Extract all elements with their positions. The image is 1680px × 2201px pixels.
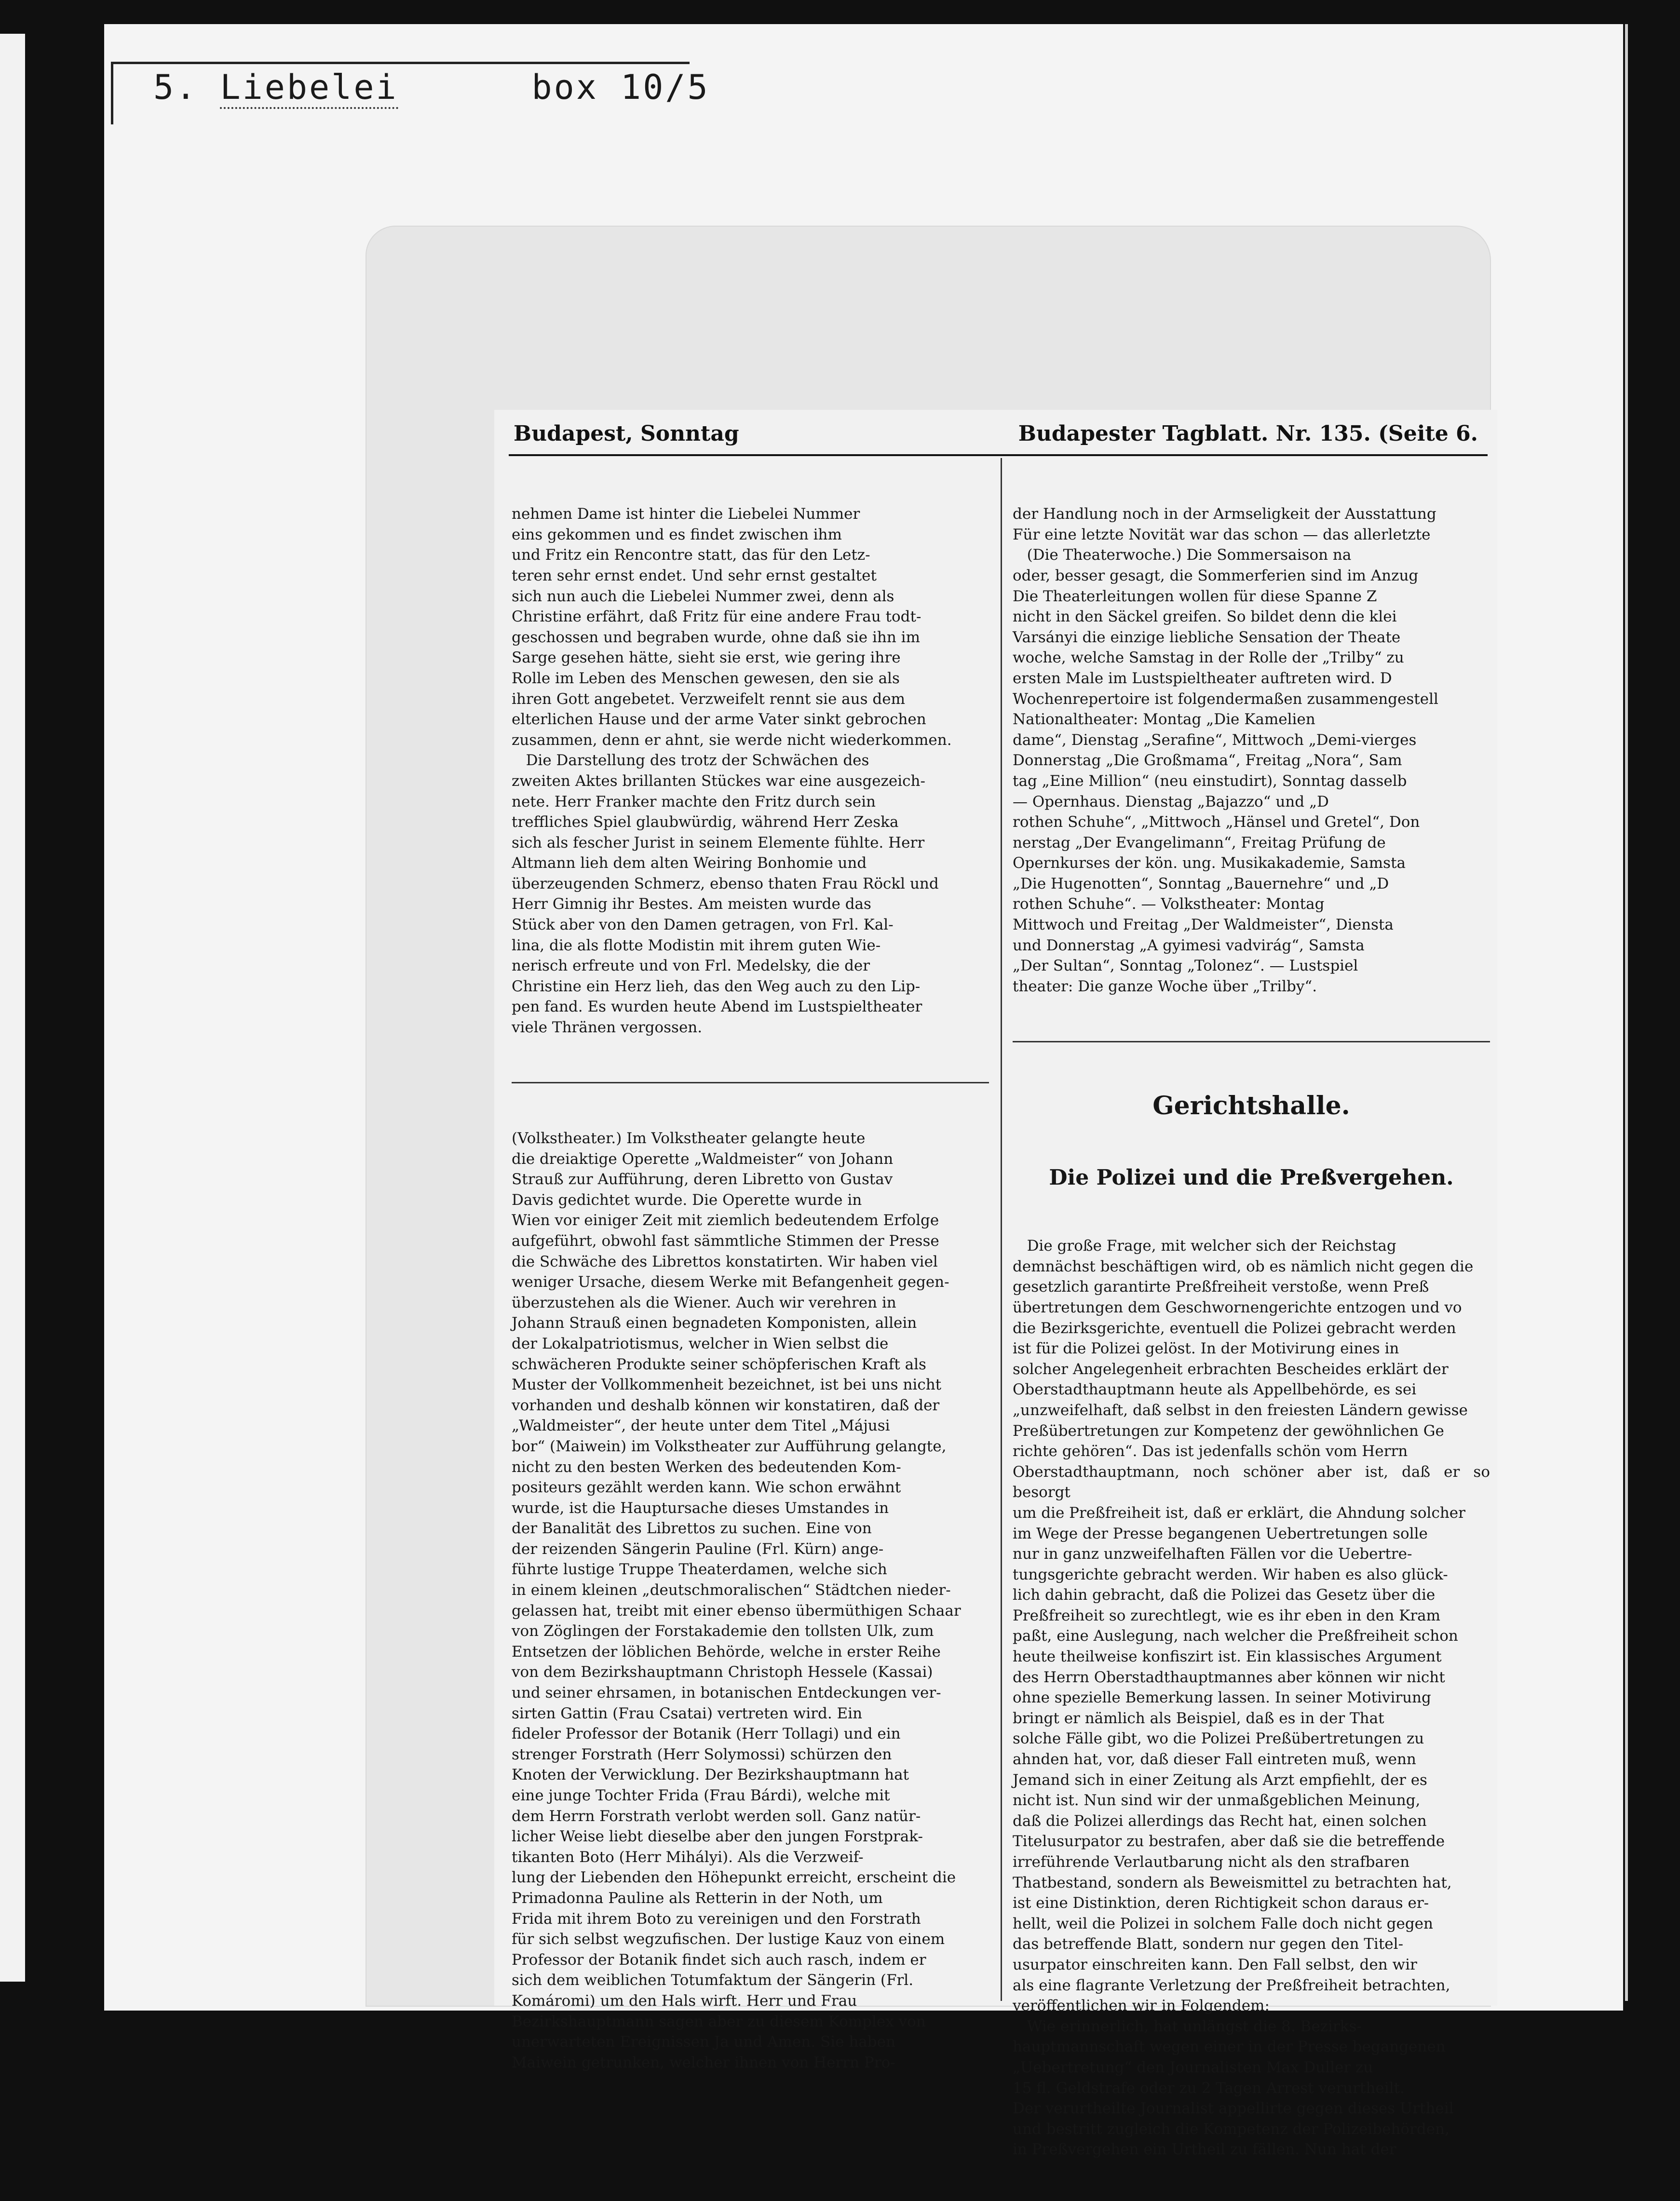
text-line: ahnden hat, vor, daß dieser Fall eintreten muß, wenn <box>1013 1751 1416 1769</box>
text-line: sich als fescher Jurist in seinem Elemente fühlte. Herr <box>512 834 925 851</box>
masthead-right: Budapester Tagblatt. Nr. 135. (Seite 6. <box>1018 421 1478 446</box>
text-line: veröffentlichen wir in Folgendem: <box>1013 1997 1270 2015</box>
text-line: Wie erinnerlich, hat unlängst die 8. Bezirks- <box>1013 2017 1362 2035</box>
text-line: und Fritz ein Rencontre statt, das für den Letz- <box>512 546 870 564</box>
text-line: paßt, eine Auslegung, nach welcher die Preßfreiheit schon <box>1013 1627 1458 1645</box>
text-line: schwächeren Produkte seiner schöpferischen Kraft als <box>512 1355 926 1373</box>
text-line: Johann Strauß einen begnadeten Komponisten, allein <box>512 1314 917 1332</box>
text-line: Preßübertretungen zur Kompetenz der gewöhnlichen Ge <box>1013 1422 1444 1440</box>
text-line: des Herrn Oberstadthauptmannes aber können wir nicht <box>1013 1668 1445 1686</box>
text-line: Christine ein Herz lieh, das den Weg auch zu den Lip- <box>512 977 921 995</box>
text-line: bringt er nämlich als Beispiel, daß es in der That <box>1013 1709 1384 1727</box>
text-line: geschossen und begraben wurde, ohne daß sie ihn im <box>512 628 920 646</box>
text-line: Mittwoch und Freitag „Der Waldmeister“, Diensta <box>1013 916 1394 934</box>
masthead <box>514 421 1497 455</box>
text-line: nehmen Dame ist hinter die Liebelei Nummer <box>512 505 860 523</box>
text-line: lung der Liebenden den Höhepunkt erreicht, erscheint die <box>512 1869 956 1887</box>
column-divider <box>1001 458 1002 2001</box>
text-line: Der verurtheilte Journalist appellirte gegen dieses Urtheil <box>1013 2100 1454 2118</box>
text-line: vorhanden und deshalb können wir konstatiren, daß der <box>512 1396 940 1414</box>
section-title: Gerichtshalle. <box>1152 1091 1350 1121</box>
text-line: von dem Bezirkshauptmann Christoph Hessele (Kassai) <box>512 1663 933 1681</box>
theaterwoche-article <box>1013 504 1490 997</box>
text-line: Oberstadthauptmann heute als Appellbehörde, es sei <box>1013 1381 1417 1399</box>
text-line: Altmann lieh dem alten Weiring Bonhomie und <box>512 854 867 872</box>
text-line: dame“, Dienstag „Serafine“, Mittwoch „Demi-vierges <box>1013 731 1417 749</box>
text-line: zusammen, denn er ahnt, sie werde nicht wiederkommen. <box>512 731 952 749</box>
text-line: Rolle im Leben des Menschen gewesen, den sie als <box>512 669 900 687</box>
text-line: hauptmannschaft wegen einer in der Presse begangenen <box>1013 2038 1446 2056</box>
text-line: nicht in den Säckel greifen. So bildet denn die klei <box>1013 608 1397 626</box>
text-line: nete. Herr Franker machte den Fritz durch sein <box>512 793 876 810</box>
text-line: Sarge gesehen hätte, sieht sie erst, wie gering ihre <box>512 649 901 667</box>
text-line: die Bezirksgerichte, eventuell die Polizei gebracht werden <box>1013 1319 1456 1337</box>
text-line: die Schwäche des Librettos konstatirten. Wir haben viel <box>512 1253 938 1270</box>
text-line: lina, die als flotte Modistin mit ihrem guten Wie- <box>512 936 881 954</box>
text-line: unerwarteten Ereignissen Ja und Amen. Sie haben <box>512 2033 895 2051</box>
text-line: „Der Sultan“, Sonntag „Tolonez“. — Lustspiel <box>1013 957 1358 975</box>
text-line: nerstag „Der Evangelimann“, Freitag Prüfung de <box>1013 834 1386 851</box>
text-line: Die große Frage, mit welcher sich der Reichstag <box>1013 1237 1396 1255</box>
text-line: usurpator einschreiten kann. Den Fall selbst, den wir <box>1013 1956 1417 1973</box>
text-line: teren sehr ernst endet. Und sehr ernst gestaltet <box>512 567 877 584</box>
masthead-rule <box>509 454 1488 456</box>
text-line: und seiner ehrsamen, in botanischen Entdeckungen ver- <box>512 1684 941 1702</box>
text-line: Titelusurpator zu bestrafen, aber daß sie die betreffende <box>1013 1833 1445 1850</box>
text-line: „Uebertretung“ den Journalisten Max Duller zu <box>1013 2058 1373 2076</box>
article-separator <box>1013 1041 1490 1042</box>
text-line: daß die Polizei allerdings das Recht hat, einen solchen <box>1013 1812 1427 1830</box>
text-line: um die Preßfreiheit ist, daß er erklärt, die Ahndung solcher <box>1013 1504 1465 1522</box>
text-line: der Banalität des Librettos zu suchen. Eine von <box>512 1520 872 1538</box>
newspaper-page <box>494 410 1497 2159</box>
text-line: zweiten Aktes brillanten Stückes war eine ausgezeich- <box>512 772 925 790</box>
text-line: Herr Gimnig ihr Bestes. Am meisten wurde das <box>512 895 871 913</box>
text-line: Frida mit ihrem Boto zu vereinigen und den Forstrath <box>512 1910 921 1928</box>
text-line: woche, welche Samstag in der Rolle der „Trilby“ zu <box>1013 649 1404 667</box>
text-line: der reizenden Sängerin Pauline (Frl. Kürn) ange- <box>512 1540 884 1558</box>
text-line: (Volkstheater.) Im Volkstheater gelangte heute <box>512 1130 866 1147</box>
text-line: weniger Ursache, diesem Werke mit Befangenheit gegen- <box>512 1273 949 1291</box>
text-line: „Waldmeister“, der heute unter dem Titel „Májusi <box>512 1417 890 1435</box>
text-line: Davis gedichtet wurde. Die Operette wurde in <box>512 1191 862 1209</box>
text-line: der Lokalpatriotismus, welcher in Wien selbst die <box>512 1335 889 1352</box>
text-line: viele Thränen vergossen. <box>512 1019 703 1037</box>
text-line: richte gehören“. Das ist jedenfalls schön vom Herrn <box>1013 1443 1408 1460</box>
text-line: gelassen hat, treibt mit einer ebenso übermüthigen Schaar <box>512 1602 961 1620</box>
gerichtshalle-article <box>1013 1236 1495 2160</box>
text-line: elterlichen Hause und der arme Vater sinkt gebrochen <box>512 711 926 729</box>
text-line: Donnerstag „Die Großmama“, Freitag „Nora“, Sam <box>1013 752 1402 770</box>
text-line: ihren Gott angebetet. Verzweifelt rennt sie aus dem <box>512 690 905 708</box>
text-line: Wochenrepertoire ist folgendermaßen zusammengestell <box>1013 690 1438 708</box>
text-line: nicht ist. Nun sind wir der unmaßgeblichen Meinung, <box>1013 1792 1421 1809</box>
text-line: von Zöglingen der Forstakademie den tollsten Ulk, zum <box>512 1622 934 1640</box>
text-line: Für eine letzte Novität war das schon — das allerletzte <box>1013 526 1431 543</box>
text-line: aufgeführt, obwohl fast sämmtliche Stimmen der Presse <box>512 1232 939 1250</box>
text-line: tag „Eine Million“ (neu einstudirt), Sonntag dasselb <box>1013 772 1407 790</box>
text-line: licher Weise liebt dieselbe aber den jungen Forstprak- <box>512 1828 923 1846</box>
text-line: rothen Schuhe“. — Volkstheater: Montag <box>1013 895 1325 913</box>
text-line: überzeugenden Schmerz, ebenso thaten Frau Röckl und <box>512 875 939 892</box>
text-line: sirten Gattin (Frau Csatai) vertreten wird. Ein <box>512 1704 863 1722</box>
text-line: gesetzlich garantirte Preßfreiheit verstoße, wenn Preß <box>1013 1278 1429 1296</box>
text-line: als eine flagrante Verletzung der Preßfreiheit betrachten, <box>1013 1976 1450 1994</box>
label-box: box 10/5 <box>531 68 710 107</box>
text-line: Professor der Botanik findet sich auch rasch, indem er <box>512 1951 926 1969</box>
text-line: „Die Hugenotten“, Sonntag „Bauernehre“ und „D <box>1013 875 1389 892</box>
label-title: Liebelei <box>220 68 398 109</box>
right-column <box>1013 463 1495 2201</box>
text-line: nur in ganz unzweifelhaften Fällen vor die Uebertre- <box>1013 1545 1412 1563</box>
text-line: bor“ (Maiwein) im Volkstheater zur Aufführung gelangte, <box>512 1437 947 1455</box>
text-line: Entsetzen der löblichen Behörde, welche in erster Reihe <box>512 1643 941 1661</box>
text-line: überzustehen als die Wiener. Auch wir verehren in <box>512 1294 896 1311</box>
text-line: dem Herrn Forstrath verlobt werden soll. Ganz natür- <box>512 1807 921 1825</box>
text-line: (Die Theaterwoche.) Die Sommersaison na <box>1013 546 1352 564</box>
text-line: in einem kleinen „deutschmoralischen“ Städtchen nieder- <box>512 1581 951 1599</box>
label-index: 5. <box>153 68 198 107</box>
text-line: Preßfreiheit so zurechtlegt, wie es ihr eben in den Kram <box>1013 1607 1441 1624</box>
text-line: Christine erfährt, daß Fritz für eine andere Frau todt- <box>512 608 921 626</box>
text-line: solche Fälle gibt, wo die Polizei Preßübertretungen zu <box>1013 1730 1424 1748</box>
text-line: ohne spezielle Bemerkung lassen. In seiner Motivirung <box>1013 1689 1431 1707</box>
text-line: strenger Forstrath (Herr Solymossi) schürzen den <box>512 1745 892 1763</box>
text-line: das betreffende Blatt, sondern nur gegen den Titel- <box>1013 1935 1404 1953</box>
text-line: Varsányi die einzige liebliche Sensation der Theate <box>1013 628 1401 646</box>
text-line: oder, besser gesagt, die Sommerferien sind im Anzug <box>1013 567 1419 584</box>
text-line: Oberstadthauptmann, noch schöner aber ist, daß er so besorgt <box>1013 1463 1495 1501</box>
text-line: hellt, weil die Polizei in solchem Falle doch nicht gegen <box>1013 1915 1433 1932</box>
text-line: fideler Professor der Botanik (Herr Tollagi) und ein <box>512 1725 901 1743</box>
text-line: Die Theaterleitungen wollen für diese Spanne Z <box>1013 587 1377 605</box>
text-line: Jemand sich in einer Zeitung als Arzt empfiehlt, der es <box>1013 1771 1427 1789</box>
left-column <box>512 463 989 2114</box>
text-line: Wien vor einiger Zeit mit ziemlich bedeutendem Erfolge <box>512 1212 939 1229</box>
text-line: demnächst beschäftigen wird, ob es nämlich nicht gegen die <box>1013 1257 1474 1275</box>
text-line: theater: Die ganze Woche über „Trilby“. <box>1013 977 1317 995</box>
liebelei-review <box>512 504 989 1038</box>
text-line: tungsgerichte gebracht werden. Wir haben es also glück- <box>1013 1566 1448 1583</box>
masthead-left: Budapest, Sonntag <box>514 421 739 446</box>
archive-label <box>153 68 710 107</box>
text-line: Maiwein getrunken, welcher ihnen von Herrn Pro- <box>512 2053 895 2071</box>
text-line: und Donnerstag „A gyimesi vadvirág“, Samsta <box>1013 936 1365 954</box>
text-line: ist eine Distinktion, deren Richtigkeit schon daraus er- <box>1013 1894 1429 1912</box>
text-line: sich nun auch die Liebelei Nummer zwei, denn als <box>512 587 894 605</box>
text-line: in Preßvergehen ein Urtheil zu fällen. Nun hat der <box>1013 2141 1396 2159</box>
text-line: ist für die Polizei gelöst. In der Motivirung eines in <box>1013 1340 1399 1358</box>
text-line: Nationaltheater: Montag „Die Kamelien <box>1013 711 1315 729</box>
text-line: der Handlung noch in der Armseligkeit der Ausstattung <box>1013 505 1436 523</box>
sheet-edge <box>1625 24 1628 2001</box>
text-line: Stück aber von den Damen getragen, von Frl. Kal- <box>512 916 894 934</box>
text-line: positeurs gezählt werden kann. Wie schon erwähnt <box>512 1479 901 1497</box>
text-line: und bestritt zugleich die Kompetenz der Polizeibehörden, <box>1013 2120 1450 2138</box>
text-line: Muster der Vollkommenheit bezeichnet, ist bei uns nicht <box>512 1376 942 1394</box>
text-line: eine junge Tochter Frida (Frau Bárdi), welche mit <box>512 1787 890 1804</box>
text-line: Strauß zur Aufführung, deren Libretto von Gustav <box>512 1171 893 1188</box>
text-line: im Wege der Presse begangenen Uebertretungen solle <box>1013 1525 1428 1542</box>
text-line: für sich selbst wegzufischen. Der lustige Kauz von einem <box>512 1931 945 1948</box>
text-line: tikanten Boto (Herr Mihályi). Als die Verzweif- <box>512 1848 864 1866</box>
text-line: lich dahin gebracht, daß die Polizei das Gesetz über die <box>1013 1586 1436 1604</box>
text-line: Komáromi) um den Hals wirft. Herr und Frau <box>512 1992 857 2010</box>
adjacent-frame-edge <box>0 34 25 1982</box>
text-line: rothen Schuhe“, „Mittwoch „Hänsel und Gretel“, Don <box>1013 813 1420 831</box>
label-frame-top <box>111 62 690 64</box>
text-line: wurde, ist die Hauptursache dieses Umstandes in <box>512 1499 889 1517</box>
text-line: Primadonna Pauline als Retterin in der Noth, um <box>512 1889 883 1907</box>
text-line: 15 fl. Geldstrafe oder zu 2 Tagen Arrest verurtheilt. <box>1013 2079 1405 2097</box>
section-subtitle: Die Polizei und die Preßvergehen. <box>1049 1165 1454 1190</box>
text-line: Opernkurses der kön. ung. Musikakademie, Samsta <box>1013 854 1406 872</box>
text-line: eins gekommen und es findet zwischen ihm <box>512 526 842 543</box>
text-line: pen fand. Es wurden heute Abend im Lustspieltheater <box>512 998 922 1016</box>
text-line: nicht zu den besten Werken des bedeutenden Kom- <box>512 1458 901 1476</box>
volkstheater-article <box>512 1128 989 2073</box>
text-line: die dreiaktige Operette „Waldmeister“ von Johann <box>512 1150 894 1168</box>
text-line: führte lustige Truppe Theaterdamen, welche sich <box>512 1561 887 1579</box>
text-line: treffliches Spiel glaubwürdig, während Herr Zeska <box>512 813 899 831</box>
text-line: ersten Male im Lustspieltheater auftreten wird. D <box>1013 669 1392 687</box>
text-line: — Opernhaus. Dienstag „Bajazzo“ und „D <box>1013 793 1329 810</box>
text-line: sich dem weiblichen Totumfaktum der Sängerin (Frl. <box>512 1971 914 1989</box>
label-frame-left <box>111 62 113 124</box>
text-line: heute theilweise konfiszirt ist. Ein klassisches Argument <box>1013 1648 1442 1666</box>
text-line: Thatbestand, sondern als Beweismittel zu betrachten hat, <box>1013 1874 1452 1891</box>
text-line: nerisch erfreute und von Frl. Medelsky, die der <box>512 957 870 975</box>
text-line: solcher Angelegenheit erbrachten Bescheides erklärt der <box>1013 1360 1449 1378</box>
text-line: Knoten der Verwicklung. Der Bezirkshauptmann hat <box>512 1766 909 1784</box>
text-line: übertretungen dem Geschwornengerichte entzogen und vo <box>1013 1298 1462 1316</box>
text-line: Die Darstellung des trotz der Schwächen des <box>512 752 869 770</box>
article-separator <box>512 1082 989 1083</box>
text-line: Bezirkshauptmann sagen aber zu diesem Komplex von <box>512 2012 926 2030</box>
text-line: „unzweifelhaft, daß selbst in den freiesten Ländern gewisse <box>1013 1401 1468 1419</box>
text-line: irreführende Verlautbarung nicht als den strafbaren <box>1013 1853 1410 1871</box>
